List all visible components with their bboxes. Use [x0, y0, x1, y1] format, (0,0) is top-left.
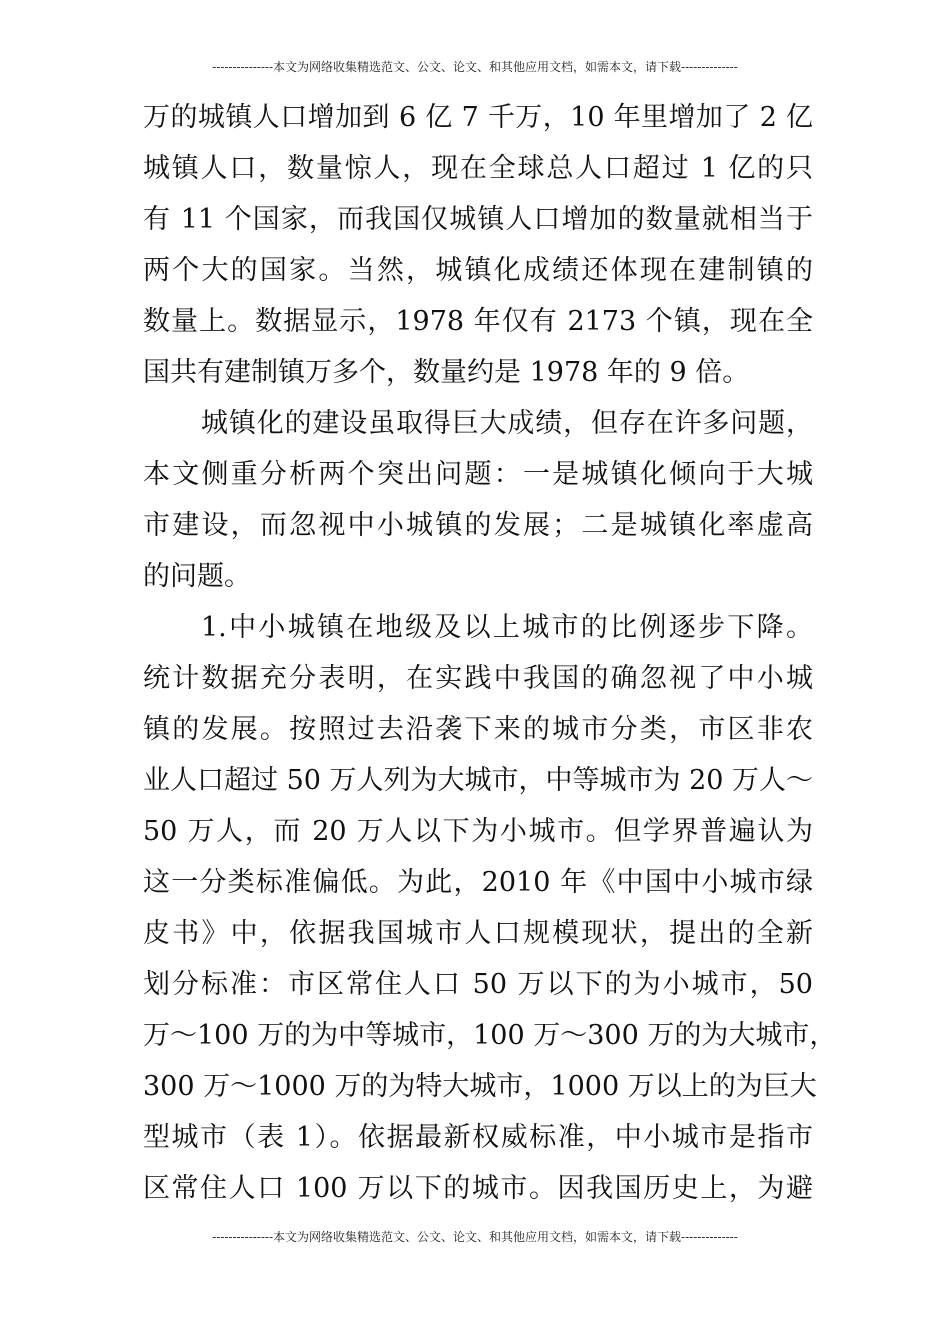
paragraph-1 [143, 92, 813, 398]
document-body [143, 92, 837, 1214]
text-line: 万～100 万的为中等城市，100 万～300 万的为大城市， [143, 1020, 837, 1051]
text-line: 有 11 个国家，而我国仅城镇人口增加的数量就相当于 [143, 204, 813, 235]
text-line: 统计数据充分表明，在实践中我国的确忽视了中小城 [143, 663, 813, 694]
text-line: 本文侧重分析两个突出问题：一是城镇化倾向于大城 [143, 459, 813, 490]
paragraph-2 [143, 398, 813, 602]
text-line: 300 万～1000 万的为特大城市，1000 万以上的为巨大 [143, 1071, 817, 1102]
text-line: 城镇人口，数量惊人，现在全球总人口超过 1 亿的只 [143, 153, 813, 184]
paragraph-3 [143, 602, 837, 1214]
text-line: 国共有建制镇万多个，数量约是 1978 年的 9 倍。 [143, 357, 750, 388]
text-line: 数量上。数据显示，1978 年仅有 2173 个镇，现在全 [143, 306, 813, 337]
text-line: 50 万人，而 20 万人以下为小城市。但学界普遍认为 [143, 816, 813, 847]
page-header-notice: ---------------本文为网络收集精选范文、公文、论文、和其他应用文档，如需本文，请下载-------------- [212, 60, 738, 74]
text-line: 型城市（表 1）。依据最新权威标准，中小城市是指市 [143, 1122, 813, 1153]
text-line: 城镇化的建设虽取得巨大成绩，但存在许多问题， [201, 408, 813, 439]
section-heading-line: 1.中小城镇在地级及以上城市的比例逐步下降。 [201, 612, 813, 643]
text-line: 两个大的国家。当然，城镇化成绩还体现在建制镇的 [143, 255, 813, 286]
text-line: 划分标准：市区常住人口 50 万以下的为小城市，50 [143, 969, 813, 1000]
text-line: 皮书》中，依据我国城市人口规模现状，提出的全新 [143, 918, 813, 949]
text-line: 的问题。 [143, 561, 251, 592]
text-line: 业人口超过 50 万人列为大城市，中等城市为 20 万人～ [143, 765, 814, 796]
page-footer-notice: ---------------本文为网络收集精选范文、公文、论文、和其他应用文档，如需本文，请下载-------------- [212, 1230, 738, 1244]
text-line: 市建设，而忽视中小城镇的发展；二是城镇化率虚高 [143, 510, 813, 541]
text-line: 这一分类标准偏低。为此，2010 年《中国中小城市绿 [143, 867, 813, 898]
text-line: 区常住人口 100 万以下的城市。因我国历史上，为避 [143, 1173, 813, 1204]
text-line: 万的城镇人口增加到 6 亿 7 千万，10 年里增加了 2 亿 [143, 102, 813, 133]
text-line: 镇的发展。按照过去沿袭下来的城市分类，市区非农 [143, 714, 813, 745]
